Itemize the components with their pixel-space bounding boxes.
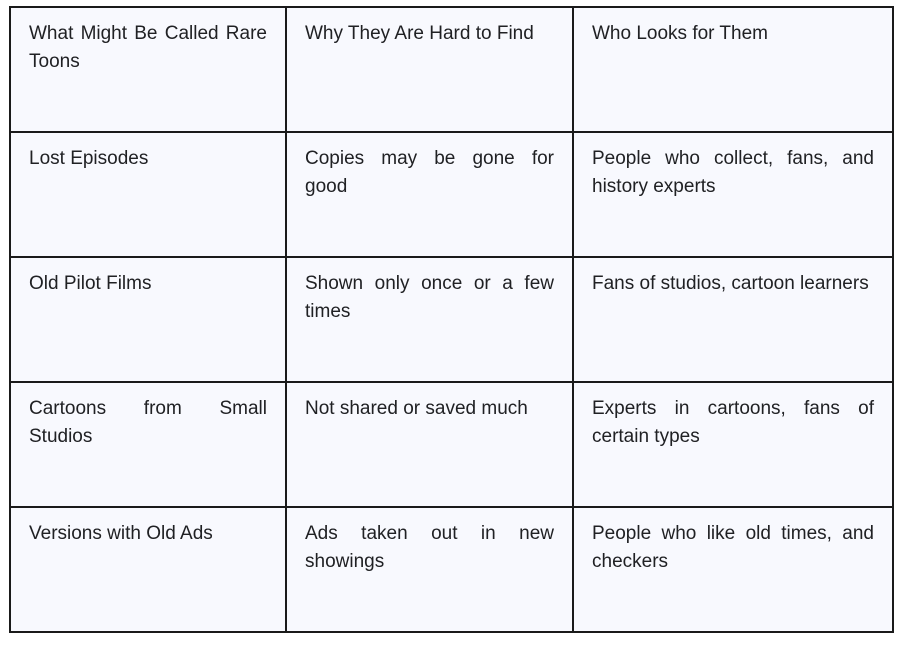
table-row bbox=[10, 132, 893, 257]
header-cell-why: Why They Are Hard to Find bbox=[286, 7, 573, 132]
table-cell: Lost Episodes bbox=[10, 132, 286, 257]
table-cell: Fans of studios, cartoon learners bbox=[573, 257, 893, 382]
rare-toons-table bbox=[9, 6, 894, 633]
rare-toons-table-container bbox=[9, 6, 894, 633]
table-cell: People who like old times, and checkers bbox=[573, 507, 893, 632]
table-cell: Versions with Old Ads bbox=[10, 507, 286, 632]
table-header-row bbox=[10, 7, 893, 132]
table-row bbox=[10, 507, 893, 632]
table-cell: Old Pilot Films bbox=[10, 257, 286, 382]
header-cell-what: What Might Be Called Rare Toons bbox=[10, 7, 286, 132]
table-cell: Shown only once or a few times bbox=[286, 257, 573, 382]
table-cell: Experts in cartoons, fans of certain types bbox=[573, 382, 893, 507]
table-cell: Ads taken out in new showings bbox=[286, 507, 573, 632]
table-row bbox=[10, 257, 893, 382]
table-cell: Not shared or saved much bbox=[286, 382, 573, 507]
table-cell: Copies may be gone for good bbox=[286, 132, 573, 257]
header-cell-who: Who Looks for Them bbox=[573, 7, 893, 132]
table-row bbox=[10, 382, 893, 507]
table-cell: People who collect, fans, and history experts bbox=[573, 132, 893, 257]
table-cell: Cartoons from Small Studios bbox=[10, 382, 286, 507]
